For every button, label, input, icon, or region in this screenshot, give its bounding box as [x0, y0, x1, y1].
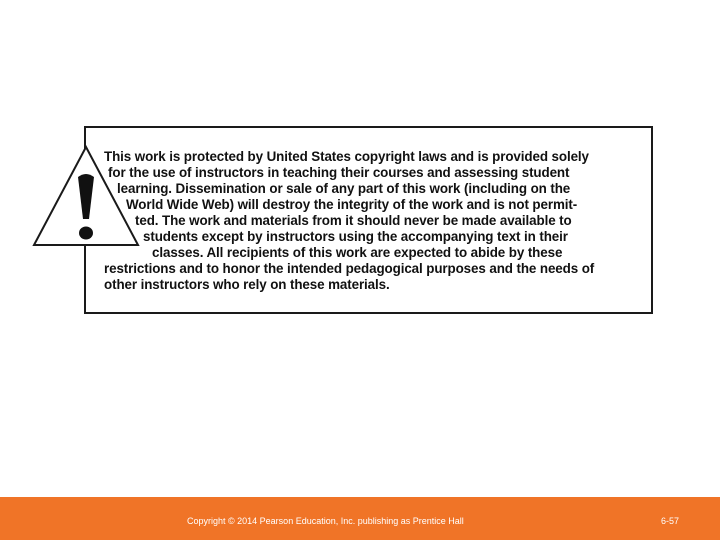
notice-line: learning. Dissemination or sale of any part of this work (including on the	[117, 181, 571, 196]
notice-line: restrictions and to honor the intended pedagogical purposes and the needs of	[104, 261, 595, 276]
notice-line: for the use of instructors in teaching their courses and assessing student	[108, 165, 570, 180]
warning-triangle-icon	[30, 143, 142, 249]
notice-line: This work is protected by United States copyright laws and is provided solely	[104, 149, 589, 164]
slide-number: 6-57	[661, 516, 680, 526]
copyright-notice-box	[84, 126, 653, 314]
notice-line: ted. The work and materials from it should never be made available to	[135, 213, 572, 228]
notice-line: classes. All recipients of this work are expected to abide by these	[152, 245, 563, 260]
notice-line: other instructors who rely on these materials.	[104, 277, 390, 292]
notice-line: World Wide Web) will destroy the integrity of the work and is not permit-	[126, 197, 578, 212]
copyright-footer: Copyright © 2014 Pearson Education, Inc. publishing as Prentice Hall	[187, 516, 464, 526]
notice-line: students except by instructors using the accompanying text in their	[143, 229, 568, 244]
